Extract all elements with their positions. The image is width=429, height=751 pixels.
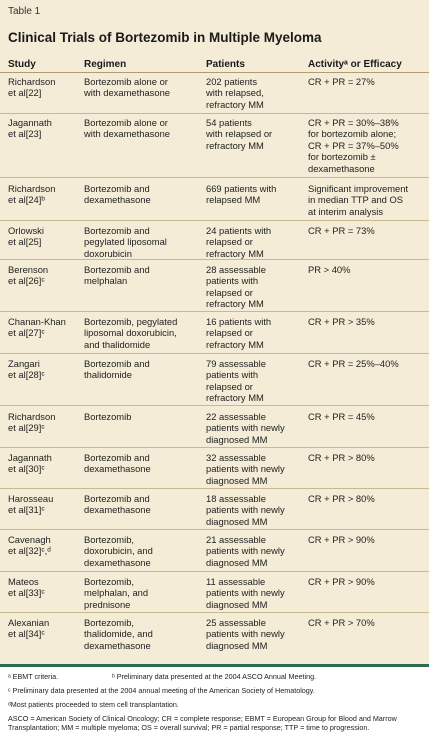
cell-study: Jagannath et al[30]ᶜ	[8, 452, 52, 475]
cell-patients: 18 assessable patients with newly diagnosed MM	[206, 493, 285, 527]
cell-regimen: Bortezomib alone or with dexamethasone	[84, 76, 170, 99]
row-divider	[0, 259, 429, 260]
cell-activity: CR + PR > 80%	[308, 452, 375, 463]
cell-regimen: Bortezomib	[84, 411, 132, 422]
row-divider	[0, 353, 429, 354]
cell-patients: 24 patients with relapsed or refractory MM	[206, 225, 272, 259]
cell-patients: 21 assessable patients with newly diagnosed MM	[206, 534, 285, 568]
footnote-b: ᵇ Preliminary data presented at the 2004 ASCO Annual Meeting.	[112, 672, 317, 681]
header-study: Study	[8, 59, 36, 70]
cell-study: Richardson et al[24]ᵇ	[8, 183, 56, 206]
cell-study: Richardson et al[29]ᶜ	[8, 411, 56, 434]
cell-regimen: Bortezomib and thalidomide	[84, 358, 150, 381]
row-divider	[0, 113, 429, 114]
cell-study: Alexanian et al[34]ᶜ	[8, 617, 50, 640]
cell-activity: CR + PR > 90%	[308, 576, 375, 587]
cell-study: Chanan-Khan et al[27]ᶜ	[8, 316, 66, 339]
cell-activity: CR + PR = 45%	[308, 411, 375, 422]
row-divider	[0, 612, 429, 613]
header-regimen: Regimen	[84, 59, 127, 70]
cell-regimen: Bortezomib, doxorubicin, and dexamethasone	[84, 534, 153, 568]
cell-patients: 79 assessable patients with relapsed or refractory MM	[206, 358, 266, 404]
cell-regimen: Bortezomib and dexamethasone	[84, 183, 151, 206]
header-rule	[0, 72, 429, 73]
cell-study: Mateos et al[33]ᶜ	[8, 576, 45, 599]
row-divider	[0, 311, 429, 312]
cell-study: Harosseau et al[31]ᶜ	[8, 493, 54, 516]
cell-patients: 16 patients with relapsed or refractory MM	[206, 316, 272, 350]
cell-regimen: Bortezomib and dexamethasone	[84, 493, 151, 516]
cell-patients: 28 assessable patients with relapsed or refractory MM	[206, 264, 266, 310]
footnote-c: ᶜ Preliminary data presented at the 2004 annual meeting of the American Society of Hematology.	[8, 686, 315, 695]
cell-study: Zangari et al[28]ᶜ	[8, 358, 45, 381]
cell-regimen: Bortezomib and dexamethasone	[84, 452, 151, 475]
cell-study: Jagannath et al[23]	[8, 117, 52, 140]
cell-activity: CR + PR > 90%	[308, 534, 375, 545]
cell-patients: 25 assessable patients with newly diagnosed MM	[206, 617, 285, 651]
cell-study: Richardson et al[22]	[8, 76, 56, 99]
row-divider	[0, 177, 429, 178]
footnote-a: ᵃ EBMT criteria.	[8, 672, 59, 681]
footnote-d: ᵈMost patients proceeded to stem cell transplantation.	[8, 700, 179, 709]
cell-activity: CR + PR > 80%	[308, 493, 375, 504]
cell-activity: Significant improvement in median TTP and OS at interim analysis	[308, 183, 409, 217]
cell-patients: 202 patients with relapsed, refractory MM	[206, 76, 264, 110]
cell-activity: CR + PR = 73%	[308, 225, 375, 236]
cell-study: Cavenagh et al[32]ᶜ,ᵈ	[8, 534, 51, 557]
cell-activity: PR > 40%	[308, 264, 351, 275]
cell-regimen: Bortezomib alone or with dexamethasone	[84, 117, 170, 140]
cell-activity: CR + PR > 35%	[308, 316, 375, 327]
cell-patients: 32 assessable patients with newly diagnosed MM	[206, 452, 285, 486]
row-divider	[0, 529, 429, 530]
cell-patients: 22 assessable patients with newly diagnosed MM	[206, 411, 285, 445]
cell-patients: 54 patients with relapsed or refractory MM	[206, 117, 273, 151]
cell-activity: CR + PR = 25%–40%	[308, 358, 399, 369]
footer-divider	[0, 664, 429, 667]
cell-patients: 11 assessable patients with newly diagnosed MM	[206, 576, 285, 610]
footnote-abbreviations: ASCO = American Society of Clinical Oncology; CR = complete response; EBMT = European Group for Blood and Marrow Transplantation; MM = multiple myeloma; OS = overall survival; PR = partial response; TTP = time to progression.	[8, 714, 397, 733]
row-divider	[0, 447, 429, 448]
row-divider	[0, 405, 429, 406]
cell-activity: CR + PR > 70%	[308, 617, 375, 628]
header-patients: Patients	[206, 59, 245, 70]
row-divider	[0, 488, 429, 489]
cell-regimen: Bortezomib, pegylated liposomal doxorubicin, and thalidomide	[84, 316, 178, 350]
cell-study: Berenson et al[26]ᶜ	[8, 264, 49, 287]
cell-regimen: Bortezomib and melphalan	[84, 264, 150, 287]
row-divider	[0, 220, 429, 221]
cell-activity: CR + PR = 30%–38% for bortezomib alone; CR + PR = 37%–50% for bortezomib ± dexamethasone	[308, 117, 399, 174]
cell-regimen: Bortezomib and pegylated liposomal doxorubicin	[84, 225, 167, 259]
table-label: Table 1	[8, 6, 41, 17]
table-title: Clinical Trials of Bortezomib in Multiple Myeloma	[8, 30, 322, 45]
cell-patients: 669 patients with relapsed MM	[206, 183, 277, 206]
header-activity: Activityᵃ or Efficacy	[308, 59, 402, 70]
row-divider	[0, 571, 429, 572]
cell-regimen: Bortezomib, melphalan, and prednisone	[84, 576, 149, 610]
cell-study: Orlowski et al[25]	[8, 225, 44, 248]
cell-regimen: Bortezomib, thalidomide, and dexamethasone	[84, 617, 153, 651]
cell-activity: CR + PR = 27%	[308, 76, 375, 87]
